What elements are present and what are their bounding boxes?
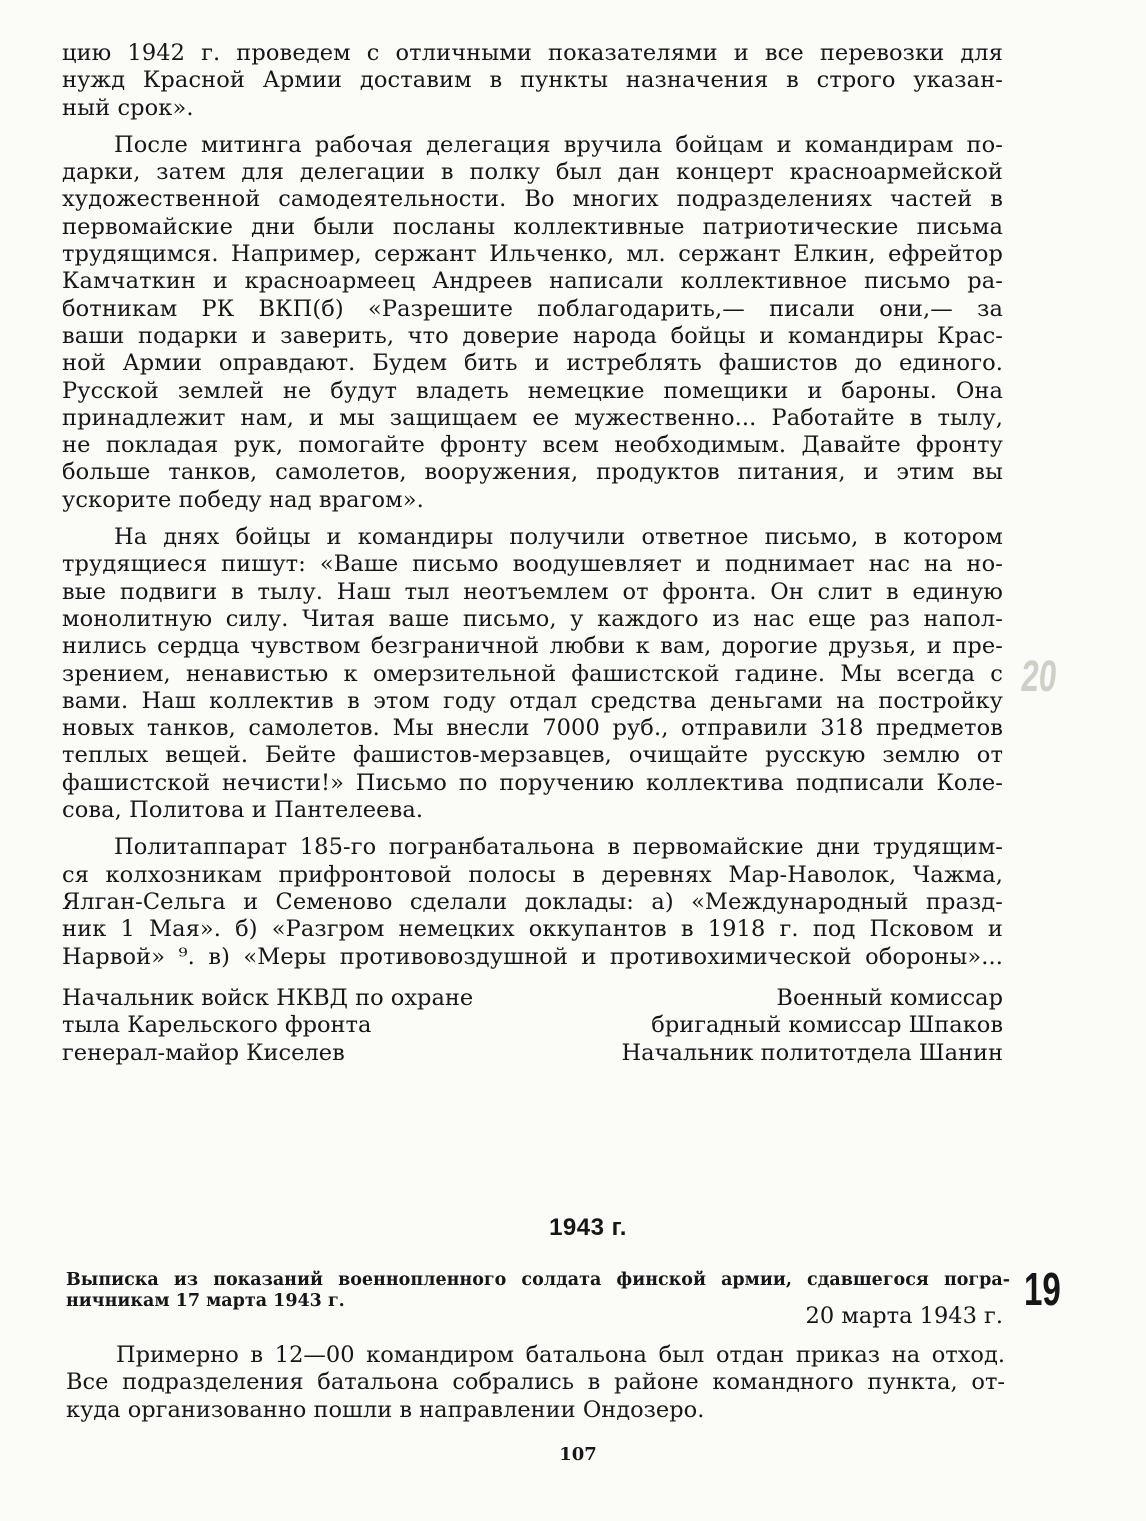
text-line: дарки, затем для делегации в полку был дан концерт красноармейской [62, 159, 1003, 186]
text-line: вые подвиги в тылу. Наш тыл неотъемлем от фронта. Он слит в единую [62, 578, 1003, 605]
text-line: Нарвой» ⁹. в) «Меры противовоздушной и противохимической обороны»... [62, 943, 1003, 970]
text-line: цию 1942 г. проведем с отличными показателями и все перевозки для [62, 40, 1003, 66]
text-line: Политаппарат 185-го погранбатальона в первомайские дни трудящим- [114, 834, 1003, 861]
text-line: Русской землей не будут владеть немецкие помещики и бароны. Она [62, 377, 1003, 404]
signature-right-line: Начальник политотдела Шанин [621, 1039, 1003, 1066]
text-line: трудящимся. Например, сержант Ильченко, мл. сержант Елкин, ефрейтор [62, 241, 1003, 268]
text-line: Камчаткин и красноармеец Андреев написали коллективное письмо ра- [62, 268, 1003, 295]
text-line: сова, Политова и Пантелеева. [62, 797, 424, 824]
signature-block [62, 985, 1003, 1067]
text-line: больше танков, самолетов, вооружения, продуктов питания, и этим вы [62, 459, 1003, 486]
text-line: ваши подарки и заверить, что доверие народа бойцы и командиры Крас- [62, 322, 1003, 349]
signature-right-line: Военный комиссар [776, 985, 1003, 1011]
text-line: фашистской нечисти!» Письмо по поручению коллектива подписали Коле- [62, 769, 1003, 796]
main-text-body [62, 40, 1003, 981]
text-line: ускорите победу над врагом». [62, 486, 424, 513]
text-line: художественной самодеятельности. Во многих подразделениях частей в [62, 186, 1003, 213]
text-line: принадлежит нам, и мы защищаем ее мужественно... Работайте в тылу, [62, 404, 1003, 431]
text-line: ботникам РК ВКП(б) «Разрешите поблагодарить,— писали они,— за [62, 295, 1003, 322]
text-line: монолитную силу. Читая ваше письмо, у каждого из нас еще раз напол- [62, 605, 1003, 632]
text-line: трудящиеся пишут: «Ваше письмо воодушевляет и поднимает нас на но- [62, 551, 1003, 578]
paragraph [62, 132, 1003, 514]
text-line: нужд Красной Армии доставим в пункты назначения в строго указан- [62, 67, 1003, 94]
text-line: Все подразделения батальона собрались в районе командного пункта, от- [66, 1369, 1005, 1396]
signature-right-line: бригадный комиссар Шпаков [651, 1012, 1003, 1039]
paragraph [62, 524, 1003, 824]
text-line: Примерно в 12—00 командиром батальона был отдан приказ на отход. [116, 1342, 1005, 1368]
signature-left-line: Начальник войск НКВД по охране [62, 985, 474, 1011]
page-number: 107 [559, 1444, 597, 1465]
document-title-line: ничникам 17 марта 1943 г. [66, 1291, 345, 1311]
text-line: зрением, ненавистью к омерзительной фашистской гадине. Мы всегда с [62, 660, 1003, 687]
text-line: нились сердца чувством безграничной любви к вам, дорогие друзья, и пре- [62, 633, 1003, 660]
year-heading: 1943 г. [549, 1214, 627, 1241]
document-title-line: Выписка из показаний военнопленного солдата финской армии, сдавшегося погра- [66, 1270, 1010, 1290]
text-line: новых танков, самолетов. Мы внесли 7000 руб., отправили 318 предметов [62, 715, 1003, 742]
text-line: ся колхозникам прифронтовой полосы в деревнях Мар-Наволок, Чажма, [62, 861, 1003, 888]
text-line: Ялган-Сельга и Семеново сделали доклады: а) «Международный празд- [62, 888, 1003, 915]
text-line: После митинга рабочая делегация вручила бойцам и командирам по- [114, 131, 1003, 158]
document-date: 20 марта 1943 г. [805, 1303, 1003, 1329]
signature-left-line: тыла Карельского фронта [62, 1012, 372, 1039]
text-line: ной Армии оправдают. Будем бить и истреблять фашистов до единого. [62, 350, 1003, 377]
text-line: не покладая рук, помогайте фронту всем необходимым. Давайте фронту [62, 432, 1003, 459]
text-line: ник 1 Мая». б) «Разгром немецких оккупантов в 1918 г. под Псковом и [62, 916, 1003, 943]
text-line: На днях бойцы и командиры получили ответное письмо, в котором [114, 524, 1003, 551]
text-line: первомайские дни были посланы коллективные патриотические письма [62, 213, 1003, 240]
signature-left-line: генерал-майор Киселев [62, 1039, 345, 1066]
text-line: ный срок». [62, 94, 194, 121]
paragraph [62, 834, 1003, 970]
text-line: вами. Наш коллектив в этом году отдал средства деньгами на постройку [62, 687, 1003, 714]
document-text [66, 1342, 1005, 1424]
document-number: 19 [1024, 1263, 1061, 1315]
text-line: теплых вещей. Бейте фашистов-мерзавцев, очищайте русскую землю от [62, 742, 1003, 769]
margin-document-number: 20 [1019, 652, 1060, 701]
text-line: куда организованно пошли в направлении Ондозеро. [66, 1396, 705, 1423]
paragraph [62, 40, 1003, 122]
